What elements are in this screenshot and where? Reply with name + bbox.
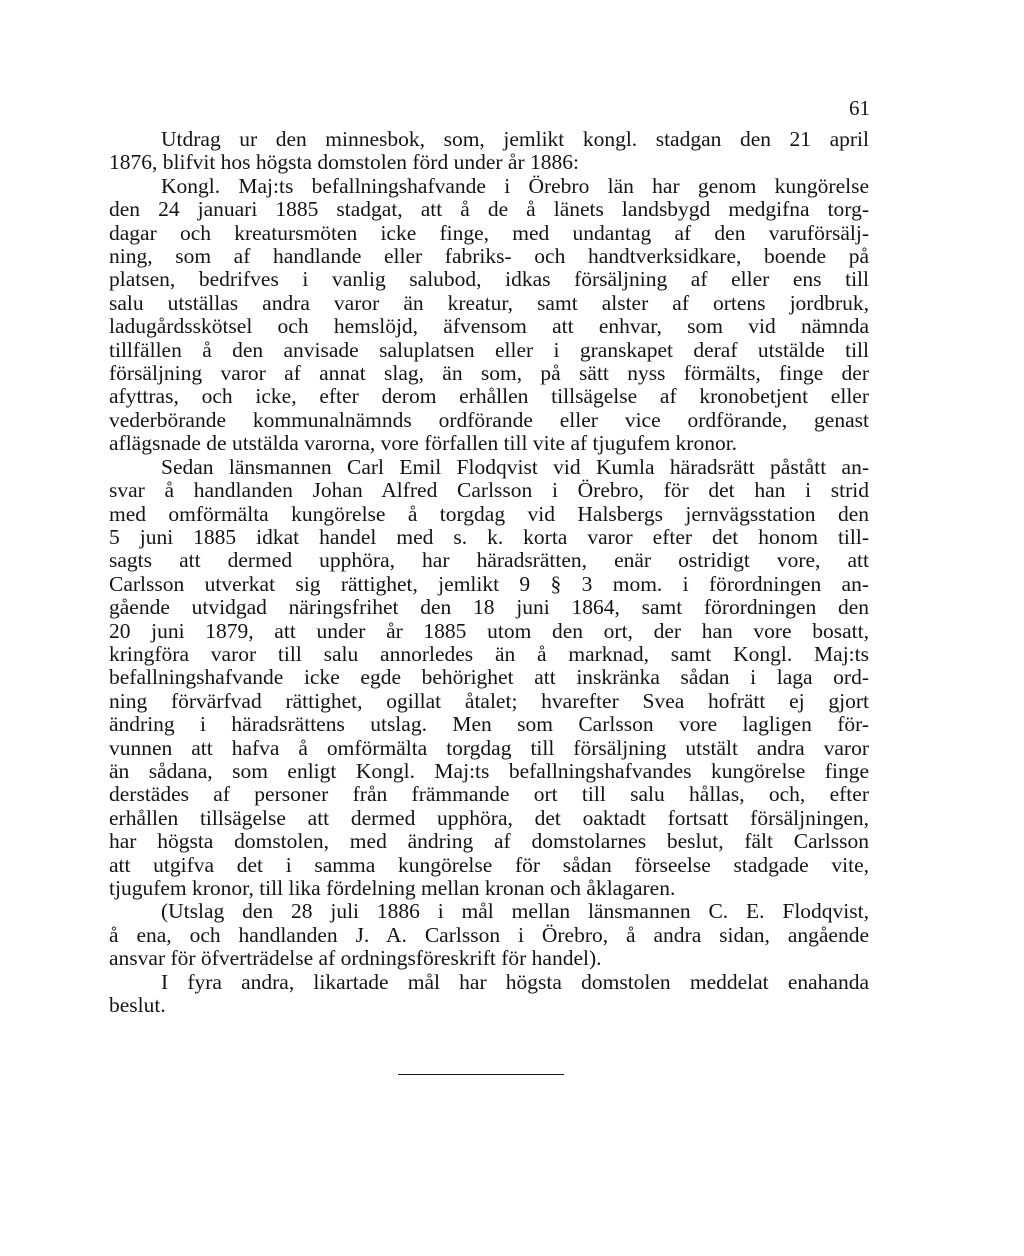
text-line: aflägsnade de utstälda varorna, vore förfallen till vite af tjugufem kronor.	[109, 431, 738, 456]
text-line: erhållen tillsägelse att dermed upphöra, det oaktadt fortsatt försäljningen,	[109, 805, 869, 830]
text-line: kringföra varor till salu annorledes än å marknad, samt Kongl. Maj:ts	[109, 641, 869, 666]
text-line: 20 juni 1879, att under år 1885 utom den ort, der han vore bosatt,	[109, 618, 869, 643]
text-line: Utdrag ur den minnesbok, som, jemlikt kongl. stadgan den 21 april	[161, 127, 869, 151]
text-line: den 24 januari 1885 stadgat, att å de å länets landsbygd medgifna torg-	[109, 197, 869, 222]
text-line: försäljning varor af annat slag, än som, på sätt nyss förmälts, finge der	[109, 361, 869, 386]
text-line: (Utslag den 28 juli 1886 i mål mellan länsmannen C. E. Flodqvist,	[161, 899, 869, 924]
text-line: tillfällen å den anvisade saluplatsen eller i granskapet deraf utstälde till	[109, 337, 869, 362]
text-line: sagts att dermed upphöra, har häradsrätten, enär ostridigt vore, att	[109, 548, 869, 573]
text-line: att utgifva det i samma kungörelse för sådan förseelse stadgade vite,	[109, 852, 869, 877]
text-line: än sådana, som enligt Kongl. Maj:ts befallningshafvandes kungörelse finge	[109, 758, 869, 783]
body-text	[109, 128, 869, 1017]
text-line: å ena, och handlanden J. A. Carlsson i Örebro, å andra sidan, angående	[109, 922, 869, 947]
text-line: salu utställas andra varor än kreatur, samt alster af ortens jordbruk,	[109, 290, 869, 315]
text-line: I fyra andra, likartade mål har högsta domstolen meddelat enahanda	[161, 969, 869, 994]
text-line: vederbörande kommunalnämnds ordförande eller vice ordförande, genast	[109, 407, 869, 432]
text-line: befallningshafvande icke egde behörighet att inskränka sådan i laga ord-	[109, 665, 869, 690]
section-divider	[398, 1074, 564, 1075]
text-line: 5 juni 1885 idkat handel med s. k. korta varor efter det honom till-	[109, 524, 869, 549]
text-line: vunnen att hafva å omförmälta torgdag till försäljning utstält andra varor	[109, 735, 869, 760]
text-line: Kongl. Maj:ts befallningshafvande i Örebro län har genom kungörelse	[161, 173, 869, 198]
text-line: platsen, bedrifves i vanlig salubod, idkas försäljning af eller ens till	[109, 267, 869, 292]
text-line: beslut.	[109, 993, 166, 1018]
text-line: svar å handlanden Johan Alfred Carlsson i Örebro, för det han i strid	[109, 478, 869, 503]
text-line: ansvar för öfverträdelse af ordningsföreskrift för handel).	[109, 946, 602, 971]
text-line: ning förvärfvad rättighet, ogillat åtalet; hvarefter Svea hofrätt ej gjort	[109, 688, 869, 713]
text-line: har högsta domstolen, med ändring af domstolarnes beslut, fält Carlsson	[109, 829, 869, 854]
text-line: afyttras, och icke, efter derom erhållen tillsägelse af kronobetjent eller	[109, 384, 869, 409]
text-line: tjugufem kronor, till lika fördelning mellan kronan och åklagaren.	[109, 876, 676, 900]
text-line: ladugårdsskötsel och hemslöjd, äfvensom att enhvar, som vid nämnda	[109, 314, 869, 339]
text-line: ning, som af handlande eller fabriks- och handtverksidkare, boende på	[109, 244, 869, 269]
text-line: dagar och kreatursmöten icke finge, med undantag af den varuförsälj-	[109, 220, 869, 245]
text-line: gående utvidgad näringsfrihet den 18 juni 1864, samt förordningen den	[109, 595, 869, 620]
text-line: derstädes af personer från främmande ort till salu hållas, och, efter	[109, 782, 869, 807]
text-line: Carlsson utverkat sig rättighet, jemlikt 9 § 3 mom. i förordningen an-	[109, 571, 869, 596]
page-number: 61	[849, 96, 870, 120]
text-line: 1876, blifvit hos högsta domstolen förd under år 1886:	[109, 150, 579, 175]
text-line: Sedan länsmannen Carl Emil Flodqvist vid Kumla häradsrätt påstått an-	[161, 454, 869, 479]
text-line: med omförmälta kungörelse å torgdag vid Halsbergs jernvägsstation den	[109, 501, 869, 526]
text-line: ändring i häradsrättens utslag. Men som Carlsson vore lagligen för-	[109, 712, 869, 737]
